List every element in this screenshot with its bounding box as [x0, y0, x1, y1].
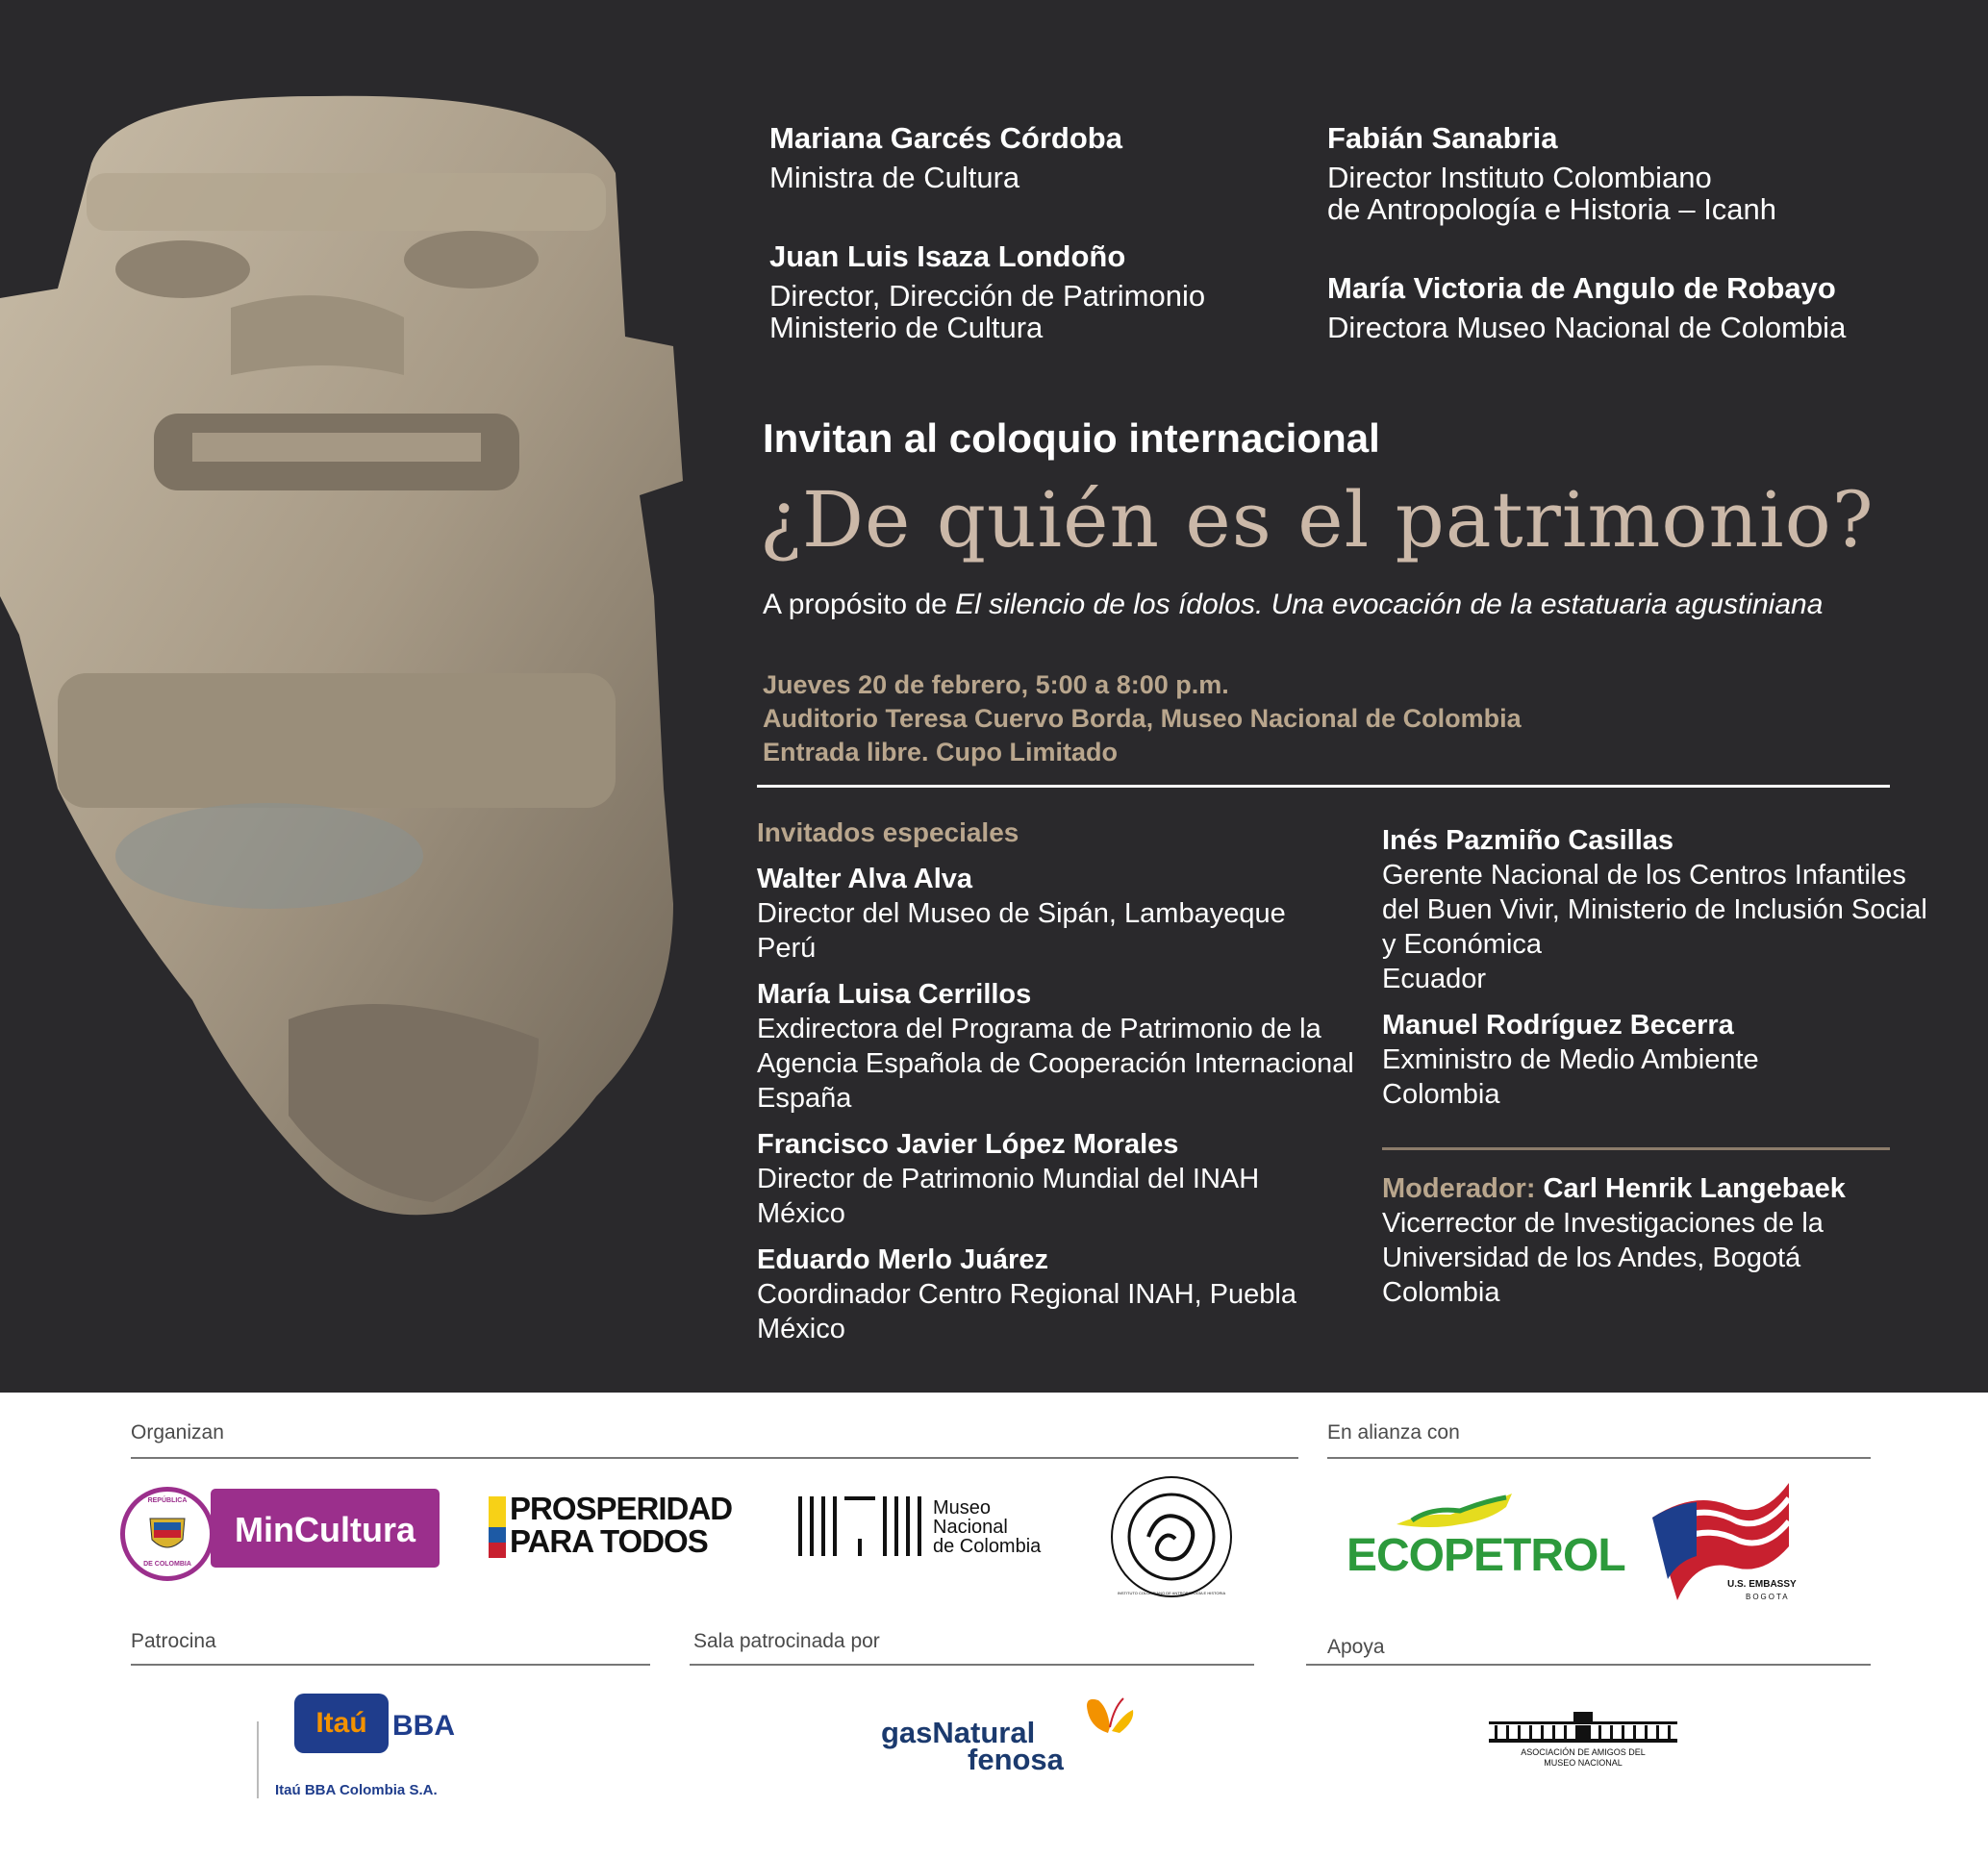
guest-line: México	[757, 1198, 845, 1229]
seal-top-text: REPÚBLICA	[147, 1497, 188, 1504]
host-name-2: Fabián Sanabria	[1327, 121, 1558, 155]
guest-name: María Luisa Cerrillos	[757, 979, 1032, 1010]
amigos-line-2: MUSEO NACIONAL	[1544, 1758, 1623, 1768]
guest-line: Coordinador Centro Regional INAH, Puebla	[757, 1279, 1296, 1310]
fenosa-text: fenosa	[968, 1743, 1064, 1776]
event-entry: Entrada libre. Cupo Limitado	[763, 738, 1119, 766]
host-role-4: Directora Museo Nacional de Colombia	[1327, 311, 1847, 344]
divider	[757, 785, 1890, 788]
guest-line: Director del Museo de Sipán, Lambayeque	[757, 898, 1286, 929]
guests-heading: Invitados especiales	[757, 817, 1019, 847]
host-role-3a: Director, Dirección de Patrimonio	[769, 279, 1206, 313]
embassy-line-2: BOGOTA	[1746, 1593, 1790, 1601]
event-place: Auditorio Teresa Cuervo Borda, Museo Nacional de Colombia	[763, 704, 1522, 733]
guest-name: Manuel Rodríguez Becerra	[1382, 1010, 1734, 1041]
guest-line: Exdirectora del Programa de Patrimonio de la	[757, 1014, 1321, 1044]
seal-bottom-text: DE COLOMBIA	[143, 1561, 191, 1568]
icanh-text: INSTITUTO COLOMBIANO DE ANTROPOLOGÍA E HISTORIA	[1117, 1591, 1226, 1595]
host-role-2a: Director Instituto Colombiano	[1327, 161, 1712, 194]
ecopetrol-logo: ECOPETROL	[1346, 1530, 1625, 1581]
moderator-line: Universidad de los Andes, Bogotá	[1382, 1243, 1801, 1273]
coat-of-arms-icon	[146, 1511, 189, 1557]
subtitle-prefix: A propósito de	[763, 589, 956, 620]
icanh-emblem-icon	[1110, 1475, 1233, 1598]
guest-line: Gerente Nacional de los Centros Infantiles	[1382, 860, 1906, 891]
gas-natural-text: gasNatural	[881, 1716, 1036, 1749]
embassy-line-1: U.S. EMBASSY	[1727, 1579, 1797, 1590]
rule-organizan	[131, 1457, 1298, 1459]
guest-name: Francisco Javier López Morales	[757, 1129, 1179, 1160]
prosperidad-flag-icon	[489, 1496, 506, 1558]
label-organizan: Organizan	[131, 1421, 224, 1444]
museum-building-icon	[1489, 1712, 1677, 1745]
host-name-4: María Victoria de Angulo de Robayo	[1327, 271, 1836, 305]
colombia-seal-logo	[120, 1487, 214, 1581]
event-title: ¿De quién es el patrimonio?	[760, 475, 1875, 565]
moderator-label: Moderador:	[1382, 1173, 1536, 1204]
moderator-divider	[1382, 1147, 1890, 1150]
host-role-1: Ministra de Cultura	[769, 161, 1020, 194]
itau-text: Itaú	[315, 1707, 367, 1739]
host-name-3: Juan Luis Isaza Londoño	[769, 239, 1126, 273]
bba-text: BBA	[392, 1710, 455, 1742]
guest-line: Agencia Española de Cooperación Internacional	[757, 1048, 1354, 1079]
host-role-2b: de Antropología e Historia – Icanh	[1327, 192, 1777, 226]
amigos-line-1: ASOCIACIÓN DE AMIGOS DEL	[1521, 1747, 1646, 1757]
mincultura-logo	[211, 1489, 440, 1568]
moderator-line: Colombia	[1382, 1277, 1500, 1308]
invite-heading: Invitan al coloquio internacional	[763, 415, 1380, 461]
guest-line: Perú	[757, 933, 817, 964]
itau-subtitle: Itaú BBA Colombia S.A.	[275, 1782, 438, 1798]
guest-line: México	[757, 1314, 845, 1344]
event-date: Jueves 20 de febrero, 5:00 a 8:00 p.m.	[763, 670, 1229, 699]
guest-line: del Buen Vivir, Ministerio de Inclusión Social	[1382, 894, 1927, 925]
guest-line: Colombia	[1382, 1079, 1500, 1110]
prosperidad-line-1: PROSPERIDAD	[510, 1491, 733, 1526]
guest-line: Exministro de Medio Ambiente	[1382, 1044, 1759, 1075]
event-subtitle	[763, 589, 1823, 621]
moderator-heading	[1382, 1171, 1846, 1206]
rule-alianza	[1327, 1457, 1871, 1459]
museo-line-1: Museo	[933, 1497, 992, 1519]
prosperidad-line-2: PARA TODOS	[510, 1523, 708, 1559]
itau-rule	[257, 1721, 259, 1798]
label-apoya: Apoya	[1327, 1636, 1385, 1658]
label-sala: Sala patrocinada por	[693, 1630, 880, 1652]
butterfly-icon	[1085, 1695, 1135, 1739]
museo-columns-icon	[798, 1496, 921, 1556]
moderator-name: Carl Henrik Langebaek	[1535, 1173, 1846, 1204]
museo-line-3: de Colombia	[933, 1536, 1042, 1557]
label-alianza: En alianza con	[1327, 1421, 1460, 1444]
icanh-logo	[1110, 1475, 1233, 1598]
statue-image	[0, 58, 712, 1231]
rule-apoya	[1306, 1664, 1871, 1666]
guest-line: España	[757, 1083, 852, 1114]
guest-name: Walter Alva Alva	[757, 864, 973, 894]
moderator-line: Vicerrector de Investigaciones de la	[1382, 1208, 1824, 1239]
mincultura-text: MinCultura	[235, 1510, 415, 1549]
host-role-3b: Ministerio de Cultura	[769, 311, 1044, 344]
guest-line: y Económica	[1382, 929, 1543, 960]
guest-name: Inés Pazmiño Casillas	[1382, 825, 1674, 856]
guest-line: Ecuador	[1382, 964, 1487, 994]
rule-sala	[690, 1664, 1254, 1666]
guest-name: Eduardo Merlo Juárez	[757, 1244, 1048, 1275]
guest-line: Director de Patrimonio Mundial del INAH	[757, 1164, 1260, 1194]
rule-patrocina	[131, 1664, 650, 1666]
host-name-1: Mariana Garcés Córdoba	[769, 121, 1122, 155]
itau-logo	[294, 1694, 389, 1753]
subtitle-book-title: El silencio de los ídolos. Una evocación de la estatuaria agustiniana	[955, 589, 1824, 620]
museo-line-2: Nacional	[933, 1517, 1008, 1538]
label-patrocina: Patrocina	[131, 1630, 216, 1652]
